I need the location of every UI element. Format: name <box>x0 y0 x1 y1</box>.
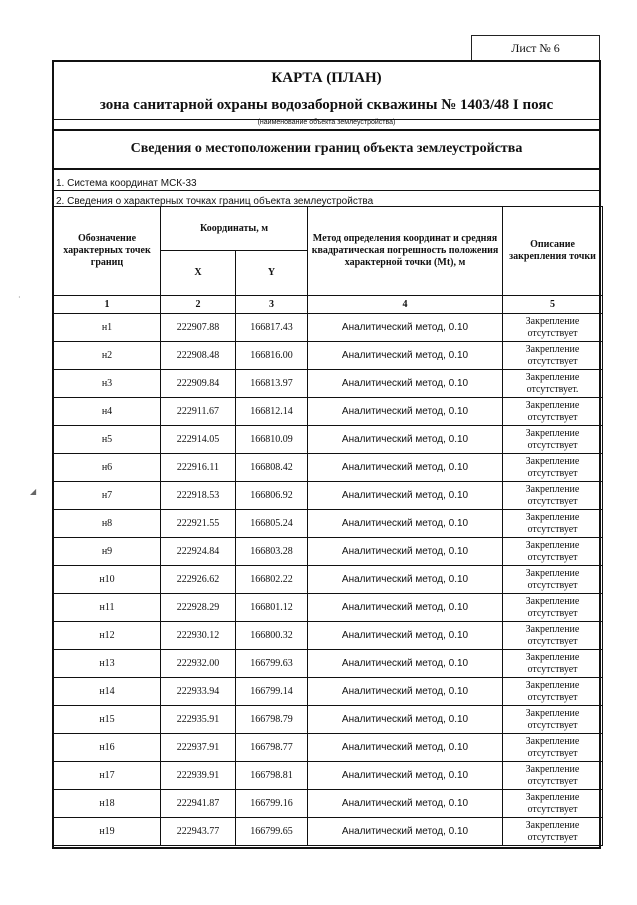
header-method: Метод определения координат и средняя квадратическая погрешность положения характерной точки (Mt), м <box>308 207 503 296</box>
table-row <box>54 734 603 762</box>
cell-point: н19 <box>54 818 161 846</box>
cell-y: 166798.79 <box>236 706 308 734</box>
cell-x: 222918.53 <box>161 482 236 510</box>
cell-point: н14 <box>54 678 161 706</box>
header-x: X <box>161 251 236 296</box>
cell-x: 222932.00 <box>161 650 236 678</box>
cell-description: Закрепление отсутствует <box>503 482 603 510</box>
cell-y: 166798.81 <box>236 762 308 790</box>
cell-y: 166798.77 <box>236 734 308 762</box>
column-number: 2 <box>161 296 236 314</box>
table-row <box>54 510 603 538</box>
cell-x: 222909.84 <box>161 370 236 398</box>
table-row <box>54 594 603 622</box>
cell-point: н18 <box>54 790 161 818</box>
table-row <box>54 650 603 678</box>
cell-method: Аналитический метод, 0.10 <box>308 622 503 650</box>
cell-point: н5 <box>54 426 161 454</box>
document-frame <box>52 60 601 849</box>
cell-description: Закрепление отсутствует <box>503 566 603 594</box>
table-row <box>54 482 603 510</box>
cell-method: Аналитический метод, 0.10 <box>308 678 503 706</box>
cell-y: 166806.92 <box>236 482 308 510</box>
divider <box>54 168 599 170</box>
coordinate-system-line: 1. Система координат МСК-33 <box>56 178 197 189</box>
cell-y: 166802.22 <box>236 566 308 594</box>
cell-point: н6 <box>54 454 161 482</box>
cell-method: Аналитический метод, 0.10 <box>308 370 503 398</box>
cell-x: 222926.62 <box>161 566 236 594</box>
cell-point: н16 <box>54 734 161 762</box>
header-description: Описание закрепления точки <box>503 207 603 296</box>
cell-method: Аналитический метод, 0.10 <box>308 790 503 818</box>
cell-method: Аналитический метод, 0.10 <box>308 482 503 510</box>
cell-y: 166812.14 <box>236 398 308 426</box>
cell-y: 166805.24 <box>236 510 308 538</box>
table-row <box>54 678 603 706</box>
cell-description: Закрепление отсутствует <box>503 538 603 566</box>
cell-point: н12 <box>54 622 161 650</box>
column-number: 4 <box>308 296 503 314</box>
header-y: Y <box>236 251 308 296</box>
cell-y: 166801.12 <box>236 594 308 622</box>
cell-x: 222916.11 <box>161 454 236 482</box>
document-subtitle: зона санитарной охраны водозаборной скважины № 1403/48 I пояс <box>99 97 554 113</box>
cell-y: 166799.16 <box>236 790 308 818</box>
cell-description: Закрепление отсутствует <box>503 762 603 790</box>
cell-point: н7 <box>54 482 161 510</box>
cell-x: 222928.29 <box>161 594 236 622</box>
divider <box>54 129 599 131</box>
cell-description: Закрепление отсутствует <box>503 678 603 706</box>
sheet-number-label: Лист № 6 <box>471 35 600 61</box>
cell-method: Аналитический метод, 0.10 <box>308 342 503 370</box>
cell-y: 166808.42 <box>236 454 308 482</box>
cell-y: 166800.32 <box>236 622 308 650</box>
cell-point: н1 <box>54 314 161 342</box>
table-row <box>54 454 603 482</box>
table-row <box>54 790 603 818</box>
cell-method: Аналитический метод, 0.10 <box>308 538 503 566</box>
points-table <box>53 206 603 846</box>
cell-x: 222924.84 <box>161 538 236 566</box>
cell-method: Аналитический метод, 0.10 <box>308 398 503 426</box>
cell-method: Аналитический метод, 0.10 <box>308 706 503 734</box>
table-row <box>54 818 603 846</box>
cell-y: 166816.00 <box>236 342 308 370</box>
cell-point: н2 <box>54 342 161 370</box>
cell-x: 222935.91 <box>161 706 236 734</box>
cell-point: н11 <box>54 594 161 622</box>
header-coordinates: Координаты, м <box>161 207 308 251</box>
cell-method: Аналитический метод, 0.10 <box>308 650 503 678</box>
scan-mark: ◢ <box>30 487 37 496</box>
cell-x: 222943.77 <box>161 818 236 846</box>
table-row <box>54 622 603 650</box>
cell-point: н13 <box>54 650 161 678</box>
cell-description: Закрепление отсутствует <box>503 594 603 622</box>
cell-point: н3 <box>54 370 161 398</box>
cell-x: 222907.88 <box>161 314 236 342</box>
table-row <box>54 314 603 342</box>
cell-y: 166817.43 <box>236 314 308 342</box>
table-row <box>54 426 603 454</box>
cell-x: 222911.67 <box>161 398 236 426</box>
points-section-line: 2. Сведения о характерных точках границ объекта землеустройства <box>56 196 374 207</box>
cell-x: 222921.55 <box>161 510 236 538</box>
document-title: КАРТА (ПЛАН) <box>271 70 382 86</box>
table-row <box>54 398 603 426</box>
cell-description: Закрепление отсутствует <box>503 314 603 342</box>
cell-description: Закрепление отсутствует <box>503 510 603 538</box>
table-row <box>54 370 603 398</box>
cell-y: 166810.09 <box>236 426 308 454</box>
table-row <box>54 538 603 566</box>
cell-method: Аналитический метод, 0.10 <box>308 762 503 790</box>
cell-x: 222937.91 <box>161 734 236 762</box>
cell-x: 222933.94 <box>161 678 236 706</box>
table-row <box>54 706 603 734</box>
column-number: 5 <box>503 296 603 314</box>
cell-y: 166799.65 <box>236 818 308 846</box>
cell-y: 166813.97 <box>236 370 308 398</box>
cell-point: н4 <box>54 398 161 426</box>
column-number: 3 <box>236 296 308 314</box>
cell-method: Аналитический метод, 0.10 <box>308 566 503 594</box>
cell-method: Аналитический метод, 0.10 <box>308 454 503 482</box>
cell-x: 222908.48 <box>161 342 236 370</box>
cell-method: Аналитический метод, 0.10 <box>308 510 503 538</box>
cell-method: Аналитический метод, 0.10 <box>308 426 503 454</box>
title-caption: (наименование объекта землеустройства) <box>257 119 396 126</box>
cell-description: Закрепление отсутствует <box>503 622 603 650</box>
cell-description: Закрепление отсутствует <box>503 342 603 370</box>
cell-x: 222941.87 <box>161 790 236 818</box>
cell-description: Закрепление отсутствует <box>503 426 603 454</box>
cell-point: н9 <box>54 538 161 566</box>
table-row <box>54 342 603 370</box>
cell-method: Аналитический метод, 0.10 <box>308 818 503 846</box>
cell-x: 222914.05 <box>161 426 236 454</box>
cell-point: н8 <box>54 510 161 538</box>
divider <box>54 190 599 191</box>
cell-description: Закрепление отсутствует. <box>503 370 603 398</box>
cell-description: Закрепление отсутствует <box>503 790 603 818</box>
column-number: 1 <box>54 296 161 314</box>
cell-y: 166803.28 <box>236 538 308 566</box>
cell-point: н15 <box>54 706 161 734</box>
table-row <box>54 762 603 790</box>
cell-description: Закрепление отсутствует <box>503 734 603 762</box>
section-title: Сведения о местоположении границ объекта землеустройства <box>130 141 523 156</box>
scan-mark: · <box>18 293 21 302</box>
cell-x: 222939.91 <box>161 762 236 790</box>
table-row <box>54 566 603 594</box>
cell-method: Аналитический метод, 0.10 <box>308 734 503 762</box>
cell-method: Аналитический метод, 0.10 <box>308 314 503 342</box>
cell-point: н10 <box>54 566 161 594</box>
header-point: Обозначение характерных точек границ <box>54 207 161 296</box>
cell-y: 166799.63 <box>236 650 308 678</box>
cell-description: Закрепление отсутствует <box>503 650 603 678</box>
cell-point: н17 <box>54 762 161 790</box>
cell-x: 222930.12 <box>161 622 236 650</box>
cell-description: Закрепление отсутствует <box>503 706 603 734</box>
cell-description: Закрепление отсутствует <box>503 818 603 846</box>
cell-description: Закрепление отсутствует <box>503 454 603 482</box>
cell-description: Закрепление отсутствует <box>503 398 603 426</box>
cell-y: 166799.14 <box>236 678 308 706</box>
cell-method: Аналитический метод, 0.10 <box>308 594 503 622</box>
